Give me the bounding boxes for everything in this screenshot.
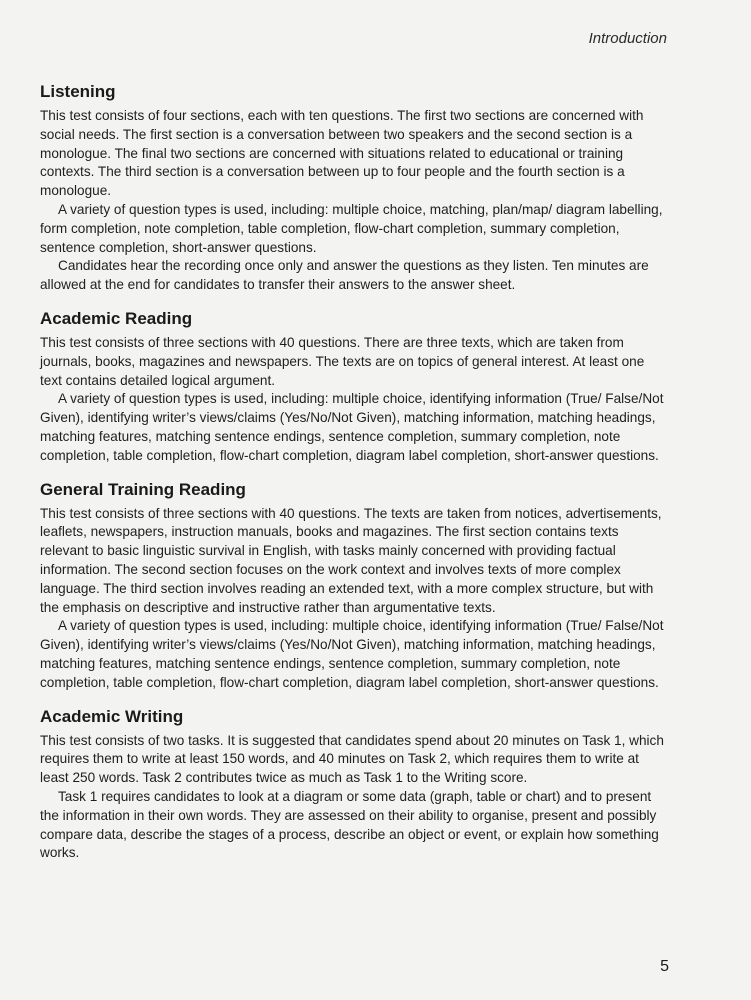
paragraph: This test consists of two tasks. It is suggested that candidates spend about 20 minutes on Task 1, which requires them to write at least 150 words, and 40 minutes on Task 2, which requires them to write at least 250 words. Task 2 contributes twice as much as Task 1 to the Writing score. (40, 732, 664, 786)
paragraph: Candidates hear the recording once only and answer the questions as they listen. Ten minutes are allowed at the end for candidates to transfer their answers to the answer sheet. (40, 258, 649, 293)
paragraph: A variety of question types is used, including: multiple choice, identifying information (True/ False/Not Given), identifying writer’s views/claims (Yes/No/Not Given), matching information, matching headings, matching features, matching sentence endings, sentence completion, summary completion, note completion, table completion, flow-chart completion, diagram label completion, short-answer questions. (40, 391, 664, 463)
section-academic-reading (40, 309, 668, 466)
paragraph: This test consists of four sections, each with ten questions. The first two sections are concerned with social needs. The first section is a conversation between two speakers and the second section is a monologue. The final two sections are concerned with situations related to educational or training contexts. The third section is a conversation between up to four people and the fourth section is a monologue. (40, 108, 644, 199)
section-academic-writing (40, 707, 668, 864)
section-heading: Academic Writing (40, 706, 184, 726)
paragraph: This test consists of three sections with 40 questions. There are three texts, which are taken from journals, books, magazines and newspapers. The texts are on topics of general interest. At least one text contains detailed logical argument. (40, 334, 645, 388)
section-heading: General Training Reading (40, 479, 246, 499)
page-number: 5 (660, 958, 669, 975)
paragraph: A variety of question types is used, including: multiple choice, identifying information (True/ False/Not Given), identifying writer’s views/claims (Yes/No/Not Given), matching information, matching headings, matching features, matching sentence endings, sentence completion, summary completion, note completion, table completion, flow-chart completion, diagram label completion, short-answer questions. (40, 618, 664, 690)
section-general-training-reading (40, 480, 668, 693)
paragraph: This test consists of three sections with 40 questions. The texts are taken from notices, advertisements, leaflets, newspapers, instruction manuals, books and magazines. The first section contains texts relevant to basic linguistic survival in English, with tasks mainly concerned with providing factual information. The second section focuses on the work context and involves texts of more complex language. The third section involves reading an extended text, with a more complex structure, but with the emphasis on descriptive and instructive rather than argumentative texts. (40, 505, 662, 615)
running-head: Introduction (588, 30, 667, 47)
section-heading: Listening (40, 82, 116, 101)
paragraph: Task 1 requires candidates to look at a diagram or some data (graph, table or chart) and to present the information in their own words. They are assessed on their ability to organise, present and possibly compare data, describe the stages of a process, describe an object or event, or explain how something works. (40, 788, 659, 861)
paragraph: A variety of question types is used, including: multiple choice, matching, plan/map/ diagram labelling, form completion, note completion, table completion, flow-chart completion, summary completion, sentence completion, short-answer questions. (40, 201, 663, 255)
section-heading: Academic Reading (40, 308, 193, 328)
page-content (40, 82, 668, 877)
section-listening (40, 82, 668, 295)
